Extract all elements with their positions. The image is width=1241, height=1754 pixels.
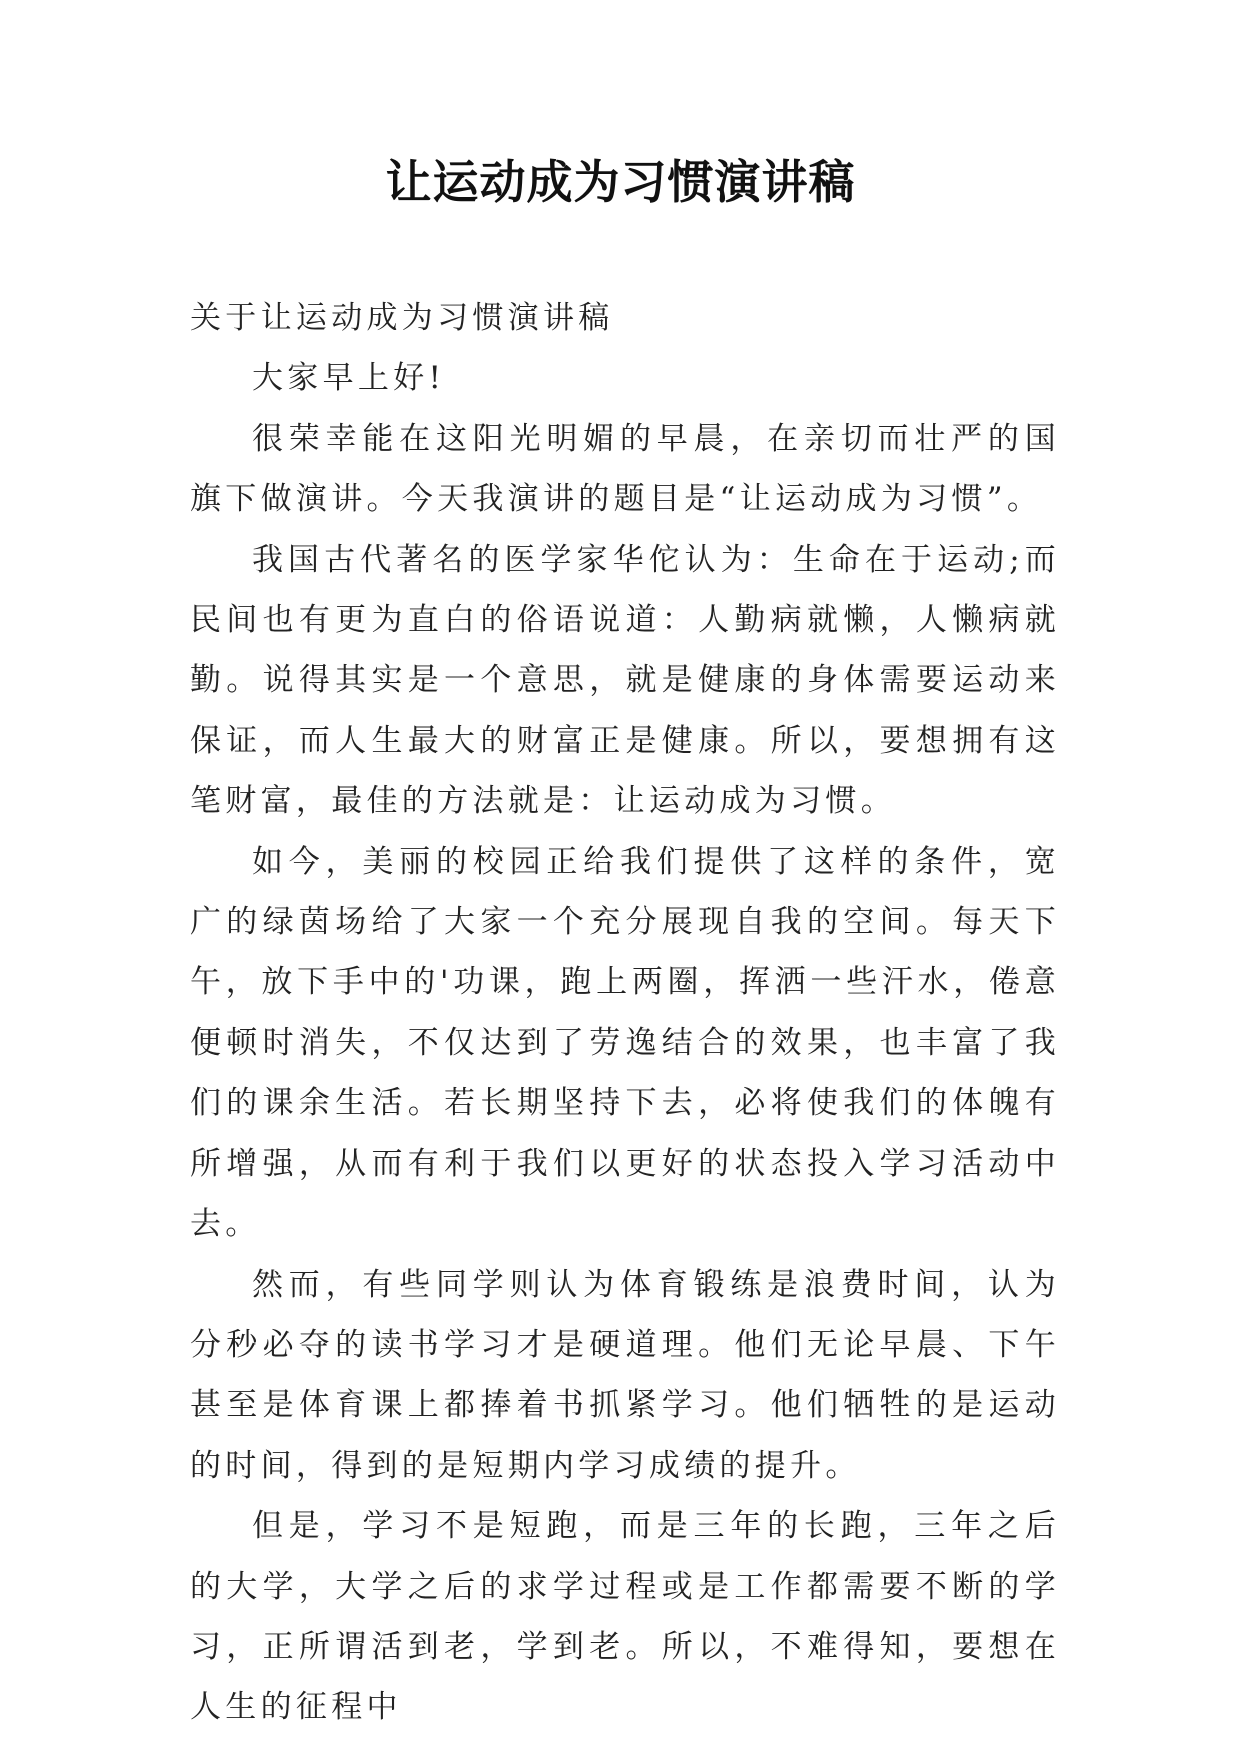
paragraph-but: 但是，学习不是短跑，而是三年的长跑，三年之后的大学，大学之后的求学过程或是工作都需要不断的学习，正所谓活到老，学到老。所以，不难得知，要想在人生的征程中 xyxy=(190,1508,1060,1726)
document-body xyxy=(190,288,1060,1738)
paragraph-however: 然而，有些同学则认为体育锻练是浪费时间，认为分秒必夺的读书学习才是硬道理。他们无论早晨、下午甚至是体育课上都捧着书抓紧学习。他们牺牲的是运动的时间，得到的是短期内学习成绩的提升。 xyxy=(190,1266,1060,1484)
paragraph-intro: 很荣幸能在这阳光明媚的早晨，在亲切而壮严的国旗下做演讲。今天我演讲的题目是“让运动成为习惯”。 xyxy=(190,420,1060,518)
paragraph-greeting: 大家早上好! xyxy=(252,360,446,397)
paragraph-campus: 如今，美丽的校园正给我们提供了这样的条件，宽广的绿茵场给了大家一个充分展现自我的空间。每天下午，放下手中的'功课，跑上两圈，挥洒一些汗水，倦意便顿时消失，不仅达到了劳逸结合的效果，也丰富了我们的课余生活。若长期坚持下去，必将使我们的体魄有所增强，从而有利于我们以更好的状态投入学习活动中去。 xyxy=(190,843,1060,1243)
paragraph-huatuo: 我国古代著名的医学家华佗认为：生命在于运动;而民间也有更为直白的俗语说道：人勤病就懒，人懒病就勤。说得其实是一个意思，就是健康的身体需要运动来保证，而人生最大的财富正是健康。所以，要想拥有这笔财富，最佳的方法就是：让运动成为习惯。 xyxy=(190,541,1060,820)
document-title: 让运动成为习惯演讲稿 xyxy=(385,155,856,209)
document-subtitle: 关于让运动成为习惯演讲稿 xyxy=(190,300,614,336)
